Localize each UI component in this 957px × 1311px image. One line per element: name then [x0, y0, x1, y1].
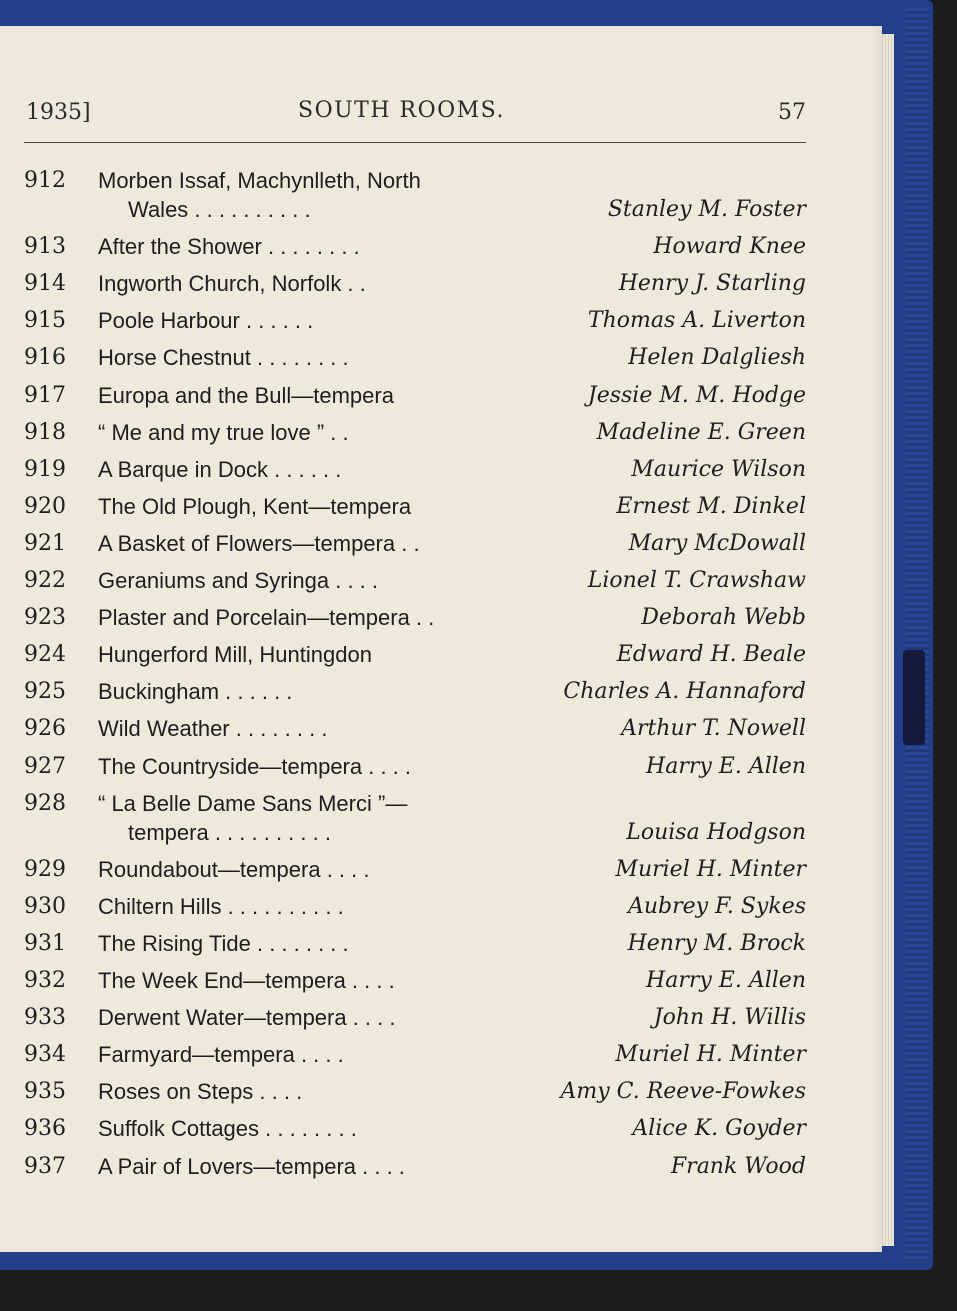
entry-artist: Aubrey F. Sykes — [627, 893, 806, 919]
entry-title: A Basket of Flowers—tempera . . — [98, 530, 420, 556]
entry-title: Poole Harbour . . . . . . — [98, 308, 314, 334]
catalogue-entry — [0, 642, 882, 676]
header-year: 1935] — [26, 100, 91, 125]
entry-title: A Barque in Dock . . . . . . — [98, 456, 342, 482]
entry-title: Horse Chestnut . . . . . . . . — [98, 345, 349, 371]
entry-artist: Harry E. Allen — [646, 968, 806, 993]
entry-artist: Lionel T. Crawshaw — [587, 568, 806, 593]
bookmark-ribbon — [903, 650, 925, 745]
entry-title: Plaster and Porcelain—tempera . . — [98, 605, 435, 631]
catalogue-entry — [0, 716, 882, 750]
entry-number: 913 — [24, 234, 66, 260]
entry-artist: Alice K. Goyder — [632, 1116, 806, 1142]
entry-title: Ingworth Church, Norfolk . . — [98, 271, 366, 297]
catalogue-entry — [0, 531, 882, 565]
entry-number: 937 — [24, 1153, 66, 1179]
entry-title: “ Me and my true love ” . . — [98, 419, 349, 445]
entry-number: 922 — [24, 568, 66, 593]
catalogue-entry — [0, 754, 882, 788]
entry-number: 931 — [24, 930, 66, 956]
entry-number: 936 — [24, 1116, 66, 1142]
entry-title: Suffolk Cottages . . . . . . . . — [98, 1116, 357, 1142]
entry-artist: Madeline E. Green — [596, 419, 806, 445]
entry-artist: Muriel H. Minter — [615, 856, 806, 882]
entry-number: 914 — [24, 271, 66, 297]
catalogue-entry — [0, 383, 882, 417]
entry-number: 933 — [24, 1005, 66, 1031]
entry-title: Buckingham . . . . . . — [98, 679, 293, 705]
entry-number: 915 — [24, 308, 66, 334]
entry-title: Hungerford Mill, Huntingdon — [98, 642, 372, 668]
catalogue-entry — [0, 605, 882, 639]
catalogue-entry — [0, 168, 882, 222]
entry-number: 923 — [24, 605, 66, 631]
entry-number: 912 — [24, 168, 66, 193]
entry-title: Wild Weather . . . . . . . . — [98, 716, 328, 742]
entry-number: 930 — [24, 893, 66, 919]
entry-artist: Harry E. Allen — [646, 753, 806, 779]
entry-title: The Countryside—tempera . . . . — [98, 753, 412, 779]
entry-title: Chiltern Hills . . . . . . . . . . — [98, 893, 344, 919]
catalogue-entry — [0, 420, 882, 454]
entry-title: Geraniums and Syringa . . . . — [98, 568, 379, 593]
catalogue-entry — [0, 679, 882, 713]
entry-artist: Deborah Webb — [641, 605, 806, 631]
entry-number: 929 — [24, 856, 66, 882]
catalogue-entry — [0, 234, 882, 268]
entry-title-continuation: tempera . . . . . . . . . . — [128, 819, 331, 845]
catalogue-entry — [0, 790, 882, 845]
book-spine-edge — [905, 8, 929, 1260]
entry-artist: Muriel H. Minter — [615, 1042, 806, 1068]
catalogue-entry — [0, 1005, 882, 1039]
catalogue-entry — [0, 1079, 882, 1113]
catalogue-entry — [0, 857, 882, 891]
entry-title: The Week End—tempera . . . . — [98, 968, 395, 993]
catalogue-entry — [0, 457, 882, 491]
catalogue-entry — [0, 271, 882, 305]
catalogue-entry — [0, 1042, 882, 1076]
entry-title: The Old Plough, Kent—tempera — [98, 493, 412, 519]
entry-title: Derwent Water—tempera . . . . — [98, 1005, 396, 1031]
entry-artist: Henry M. Brock — [627, 930, 806, 956]
entry-number: 919 — [24, 456, 66, 482]
entry-number: 932 — [24, 968, 66, 993]
entry-number: 935 — [24, 1079, 66, 1105]
entry-artist: Ernest M. Dinkel — [616, 493, 806, 519]
entry-title-continuation: Wales . . . . . . . . . . — [128, 197, 311, 222]
entry-artist: John H. Willis — [653, 1005, 806, 1031]
entry-number: 921 — [24, 530, 66, 556]
page-edges — [880, 34, 894, 1246]
catalogue-entry — [0, 894, 882, 928]
entry-number: 934 — [24, 1042, 66, 1068]
entry-number: 916 — [24, 345, 66, 371]
entry-number: 927 — [24, 753, 66, 779]
entry-number: 926 — [24, 716, 66, 742]
page-header — [0, 0, 882, 150]
entry-artist: Thomas A. Liverton — [587, 308, 806, 334]
catalogue-entry — [0, 345, 882, 379]
entry-number: 928 — [24, 790, 66, 816]
page-number: 57 — [778, 100, 806, 125]
entry-title: “ La Belle Dame Sans Merci ”— — [98, 790, 408, 816]
entry-artist: Helen Dalgliesh — [628, 345, 806, 371]
catalogue-entry — [0, 494, 882, 528]
catalogue-entry — [0, 1116, 882, 1150]
entry-title: Farmyard—tempera . . . . — [98, 1042, 344, 1068]
entry-number: 920 — [24, 493, 66, 519]
entry-title: A Pair of Lovers—tempera . . . . — [98, 1153, 405, 1179]
header-rule — [24, 142, 806, 143]
entry-number: 924 — [24, 642, 66, 668]
header-section-title: SOUTH ROOMS. — [298, 98, 505, 123]
catalogue-page — [0, 26, 882, 1252]
entry-artist: Charles A. Hannaford — [563, 679, 806, 705]
catalogue-entry — [0, 1154, 882, 1188]
entry-artist: Arthur T. Nowell — [621, 716, 806, 742]
entry-artist: Edward H. Beale — [616, 642, 806, 668]
entry-title: Europa and the Bull—tempera — [98, 382, 394, 408]
catalogue-entry — [0, 968, 882, 1002]
entry-artist: Henry J. Starling — [618, 271, 806, 297]
entry-title: Roses on Steps . . . . — [98, 1079, 303, 1105]
catalogue-entry — [0, 931, 882, 965]
entry-artist: Maurice Wilson — [631, 456, 806, 482]
entry-artist: Jessie M. M. Hodge — [587, 382, 806, 408]
entry-artist: Mary McDowall — [628, 530, 806, 556]
entry-artist: Howard Knee — [653, 234, 806, 260]
entry-artist: Louisa Hodgson — [626, 819, 806, 845]
entry-number: 918 — [24, 419, 66, 445]
catalogue-entry — [0, 308, 882, 342]
entry-artist: Stanley M. Foster — [607, 197, 806, 222]
entry-title: Morben Issaf, Machynlleth, North — [98, 168, 421, 193]
entry-title: Roundabout—tempera . . . . — [98, 856, 370, 882]
entry-title: After the Shower . . . . . . . . — [98, 234, 360, 260]
entry-number: 917 — [24, 382, 66, 408]
entry-title: The Rising Tide . . . . . . . . — [98, 930, 349, 956]
entry-number: 925 — [24, 679, 66, 705]
entry-artist: Frank Wood — [670, 1153, 806, 1179]
catalogue-entry — [0, 568, 882, 602]
entry-artist: Amy C. Reeve-Fowkes — [560, 1079, 806, 1105]
